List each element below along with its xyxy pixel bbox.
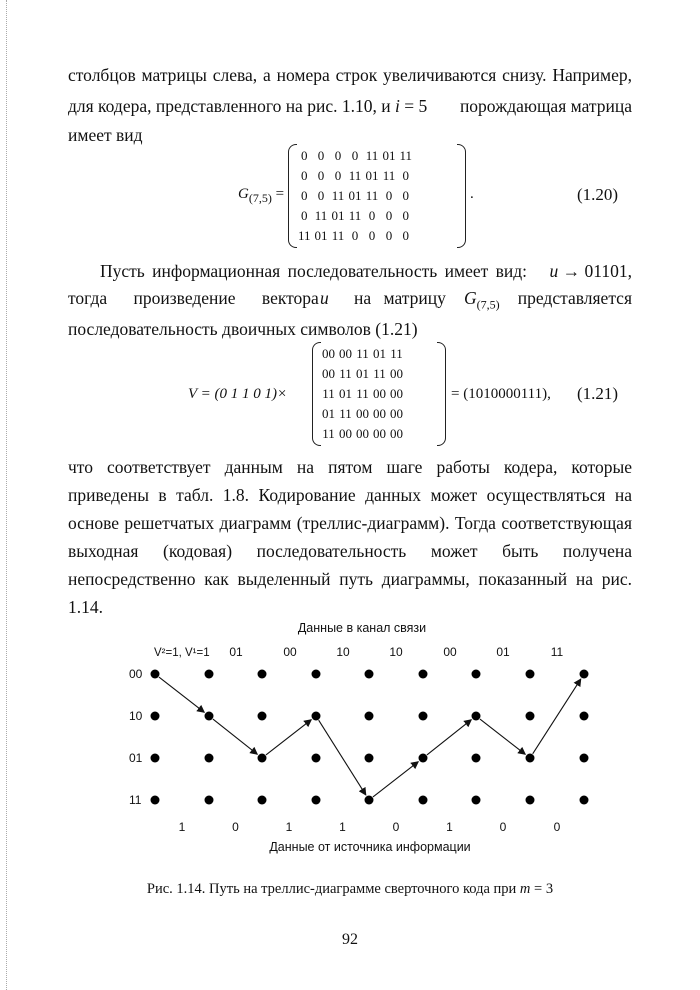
eq-120-lhs: $G_{(7,5)}$ = <box>238 186 285 205</box>
matrix-g75-cell: 0 <box>301 168 308 183</box>
matrix-121-cell: 11 <box>339 406 352 421</box>
matrix-121-cell: 00 <box>339 426 352 441</box>
trellis-input-bit: 0 <box>232 820 239 834</box>
trellis-node <box>205 796 214 805</box>
trellis-node <box>526 670 535 679</box>
paragraph-1-line-2: для кодера, представленного на рис. 1.10, и i = 5 порождающая матрица <box>68 96 632 116</box>
trellis-node <box>472 670 481 679</box>
trellis-node <box>580 796 589 805</box>
matrix-g75-cell: 0 <box>385 188 393 203</box>
matrix-121-cell: 00 <box>322 366 335 381</box>
trellis-node <box>205 670 214 679</box>
trellis-node <box>365 796 374 805</box>
matrix-121-cell: 00 <box>356 426 369 441</box>
matrix-g75-cell: 11 <box>298 228 311 243</box>
matrix-121-cell: 11 <box>356 386 369 401</box>
matrix-g75-cell: 0 <box>402 228 410 243</box>
matrix-g75-cell: 01 <box>348 188 362 203</box>
matrix-g75-cell: 0 <box>368 228 376 243</box>
matrix-g75-cell: 01 <box>314 228 328 243</box>
trellis-node <box>526 796 535 805</box>
trellis-node <box>151 796 160 805</box>
matrix-121-cell: 00 <box>322 346 335 361</box>
trellis-input-bit: 1 <box>178 820 186 834</box>
matrix-121-cell: 00 <box>390 426 403 441</box>
trellis-xlabel: Данные от источника информации <box>269 840 471 854</box>
paragraph-1-line-3: имеет вид <box>68 125 143 145</box>
trellis-node <box>526 712 535 721</box>
trellis-path-segment <box>319 720 366 795</box>
eq-120-number: (1.20) <box>577 185 619 204</box>
figure-caption: Рис. 1.14. Путь на треллис-диаграмме сверточного кода при m = 3 <box>146 881 554 897</box>
paragraph-3-line-2: приведены в табл. 1.8. Кодирование данных может осуществляться на <box>68 485 632 505</box>
trellis-output-label: 00 <box>443 645 457 659</box>
paragraph-1-line-1: столбцов матрицы слева, а номера строк увеличиваются снизу. Например, <box>68 65 632 85</box>
trellis-node <box>419 754 428 763</box>
trellis-node <box>258 796 267 805</box>
trellis-node <box>419 712 428 721</box>
matrix-g75-cell: 0 <box>301 148 308 163</box>
trellis-path-segment <box>480 719 525 754</box>
matrix-g75-cell: 01 <box>331 208 345 223</box>
trellis-state-label: 11 <box>129 793 142 807</box>
paragraph-3-line-3: основе решетчатых диаграмм (треллис-диаграмм). Тогда соответствующая <box>68 513 632 533</box>
matrix-g75-cell: 0 <box>334 148 342 163</box>
matrix-g75-cell: 0 <box>334 168 342 183</box>
trellis-path-segment <box>373 762 418 797</box>
paragraph-3-line-6: 1.14. <box>68 597 103 617</box>
trellis-path-segment <box>213 719 257 754</box>
trellis-path-segment <box>533 679 581 754</box>
trellis-node <box>205 712 214 721</box>
trellis-path-segment <box>266 720 311 755</box>
paragraph-3-line-5: непосредственно как выделенный путь диаграммы, показанный на рис. <box>68 569 632 589</box>
matrix-g75-cell: 11 <box>348 168 362 183</box>
matrix-g75-cell: 11 <box>365 188 379 203</box>
trellis-node <box>419 670 428 679</box>
trellis-path-segment <box>159 677 204 712</box>
trellis-node <box>472 712 481 721</box>
matrix-g75-cell: 11 <box>365 148 379 163</box>
trellis-node <box>151 754 160 763</box>
matrix-121-cell: 00 <box>373 426 386 441</box>
matrix-121-cell: 01 <box>339 386 352 401</box>
matrix-g75-cell: 11 <box>331 228 345 243</box>
trellis-initial-note: V²=1, V¹=1 <box>154 647 210 659</box>
matrix-121-cell: 00 <box>390 406 403 421</box>
trellis-output-label: 11 <box>550 645 564 659</box>
trellis-node <box>365 670 374 679</box>
paragraph-2-line-1: Пусть информационная последовательность имеет вид: u → 01101, <box>100 261 632 281</box>
trellis-node <box>151 670 160 679</box>
matrix-g75-cell: 0 <box>301 208 308 223</box>
matrix-g75-cell: 0 <box>402 188 410 203</box>
matrix-121-cell: 00 <box>390 386 403 401</box>
trellis-node <box>365 754 374 763</box>
trellis-title: Данные в канал связи <box>297 621 427 635</box>
matrix-g75-cell: 11 <box>314 208 328 223</box>
trellis-node <box>312 796 321 805</box>
paragraph-2-line-2: тогда произведение вектора u на матрицу $G_{(7,5)}$ представляется <box>68 288 632 312</box>
matrix-121-cell: 11 <box>339 366 352 381</box>
trellis-node <box>472 754 481 763</box>
matrix-g75-cell: 0 <box>317 168 325 183</box>
trellis-state-label: 10 <box>129 709 143 723</box>
matrix-121-cell: 11 <box>322 426 335 441</box>
trellis-state-label: 00 <box>129 667 143 681</box>
trellis-output-label: 10 <box>336 645 350 659</box>
trellis-node <box>580 712 589 721</box>
matrix-121-cell: 00 <box>339 346 352 361</box>
trellis-input-bit: 0 <box>499 820 507 834</box>
paragraph-3-line-4: выходная (кодовая) последовательность может быть получена <box>68 541 632 561</box>
matrix-121-cell: 00 <box>356 406 369 421</box>
matrix-g75-cell: 11 <box>399 148 413 163</box>
eq-121-rhs: = (1010000111), <box>451 386 551 402</box>
matrix-121-cell: 01 <box>356 366 369 381</box>
matrix-121-cell: 00 <box>390 366 403 381</box>
trellis-node <box>580 670 589 679</box>
trellis-node <box>205 754 214 763</box>
matrix-121-cell: 01 <box>322 406 335 421</box>
trellis-node <box>312 670 321 679</box>
matrix-121-cell: 11 <box>390 346 403 361</box>
trellis-path-segment <box>427 720 471 755</box>
matrix-g75-cell: 11 <box>382 168 396 183</box>
trellis-input-bit: 0 <box>553 820 561 834</box>
trellis-input-bit: 1 <box>446 820 453 834</box>
trellis-node <box>258 712 267 721</box>
trellis-node <box>312 712 321 721</box>
matrix-g75-cell: 0 <box>385 228 393 243</box>
trellis-node <box>312 754 321 763</box>
trellis-node <box>365 712 374 721</box>
trellis-output-label: 01 <box>229 645 243 659</box>
matrix-121-cell: 11 <box>373 366 386 381</box>
trellis-node <box>258 754 267 763</box>
trellis-output-label: 01 <box>496 645 510 659</box>
matrix-g75-cell: 0 <box>351 148 359 163</box>
matrix-121-cell: 11 <box>322 386 335 401</box>
trellis-input-bit: 1 <box>285 820 293 834</box>
matrix-g75-cell: 0 <box>351 228 359 243</box>
matrix-g75-cell: 0 <box>402 208 410 223</box>
trellis-output-label: 10 <box>389 645 403 659</box>
matrix-121-cell: 11 <box>356 346 369 361</box>
trellis-node <box>258 670 267 679</box>
matrix-g75-cell: 01 <box>382 148 396 163</box>
trellis-node <box>151 712 160 721</box>
matrix-g75-cell: 0 <box>385 208 393 223</box>
trellis-node <box>580 754 589 763</box>
paragraph-2-line-3: последовательность двоичных символов (1.21) <box>68 319 418 339</box>
trellis-node <box>472 796 481 805</box>
trellis-node <box>526 754 535 763</box>
trellis-state-label: 01 <box>129 751 143 765</box>
eq-120-period: . <box>470 186 474 202</box>
matrix-121-cell: 00 <box>373 406 386 421</box>
matrix-g75-cell: 0 <box>317 148 325 163</box>
matrix-g75-cell: 11 <box>331 188 345 203</box>
eq-121-number: (1.21) <box>577 384 619 403</box>
trellis-output-label: 00 <box>283 645 297 659</box>
page-number: 92 <box>342 931 358 948</box>
trellis-input-bit: 1 <box>339 820 346 834</box>
eq-121-lhs: V = (0 1 1 0 1)× <box>188 386 288 402</box>
trellis-node <box>419 796 428 805</box>
matrix-g75-cell: 0 <box>301 188 308 203</box>
matrix-121-cell: 00 <box>373 386 386 401</box>
matrix-g75-cell: 0 <box>402 168 410 183</box>
paragraph-3-line-1: что соответствует данным на пятом шаге работы кодера, которые <box>68 457 632 477</box>
matrix-g75-cell: 01 <box>365 168 379 183</box>
matrix-121-cell: 01 <box>373 346 386 361</box>
matrix-g75-cell: 0 <box>368 208 376 223</box>
matrix-g75-cell: 11 <box>348 208 362 223</box>
matrix-g75-cell: 0 <box>317 188 325 203</box>
trellis-input-bit: 0 <box>392 820 400 834</box>
